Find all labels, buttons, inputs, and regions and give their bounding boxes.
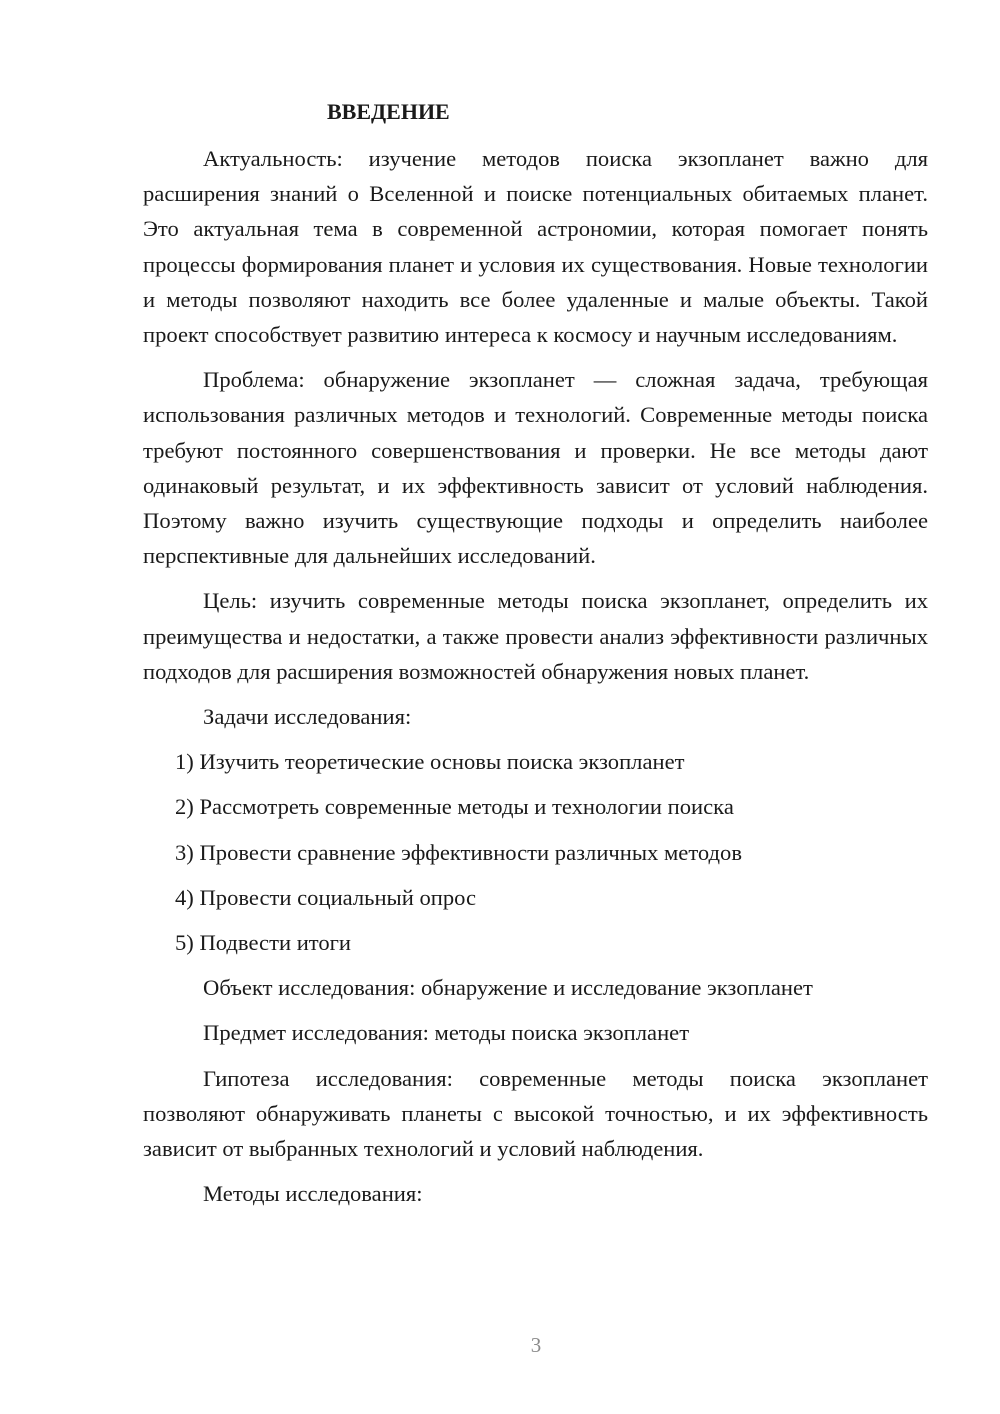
section-title: ВВЕДЕНИЕ bbox=[327, 99, 450, 124]
paragraph-object: Объект исследования: обнаружение и исследование экзопланет bbox=[203, 975, 813, 1001]
paragraph-relevance: Актуальность: изучение методов поиска экзопланет важно для расширения знаний о Вселенной и поиске потенциальных обитаемых планет. Это актуальная тема в современной астрономии, которая помогает понять процессы формирования планет и условия их существования. Новые технологии и методы позволяют находить все более удаленные и малые объекты. Такой проект способствует развитию интереса к космосу и научным исследованиям. bbox=[143, 146, 928, 348]
page-content bbox=[143, 94, 928, 1221]
paragraph-hypothesis: Гипотеза исследования: современные методы поиска экзопланет позволяют обнаруживать планеты с высокой точностью, и их эффективность зависит от выбранных технологий и условий наблюдения. bbox=[143, 1065, 928, 1162]
paragraph-subject: Предмет исследования: методы поиска экзопланет bbox=[203, 1020, 690, 1046]
task-item: 5) Подвести итоги bbox=[175, 930, 352, 956]
methods-heading: Методы исследования: bbox=[203, 1181, 423, 1207]
task-item: 4) Провести социальный опрос bbox=[175, 884, 477, 910]
tasks-list bbox=[143, 744, 928, 960]
page-number: 3 bbox=[530, 1333, 542, 1357]
paragraph-problem: Проблема: обнаружение экзопланет — сложная задача, требующая использования различных методов и технологий. Современные методы поиска требуют постоянного совершенствования и проверки. Не все методы дают одинаковый результат, и их эффективность зависит от условий наблюдения. Поэтому важно изучить существующие подходы и определить наиболее перспективные для дальнейших исследований. bbox=[143, 367, 928, 569]
task-item: 2) Рассмотреть современные методы и технологии поиска bbox=[175, 794, 734, 820]
task-item: 1) Изучить теоретические основы поиска экзопланет bbox=[175, 749, 685, 775]
paragraph-goal: Цель: изучить современные методы поиска экзопланет, определить их преимущества и недостатки, а также провести анализ эффективности различных подходов для расширения возможностей обнаружения новых планет. bbox=[143, 588, 928, 684]
task-item: 3) Провести сравнение эффективности различных методов bbox=[175, 839, 742, 865]
tasks-heading: Задачи исследования: bbox=[203, 704, 412, 730]
